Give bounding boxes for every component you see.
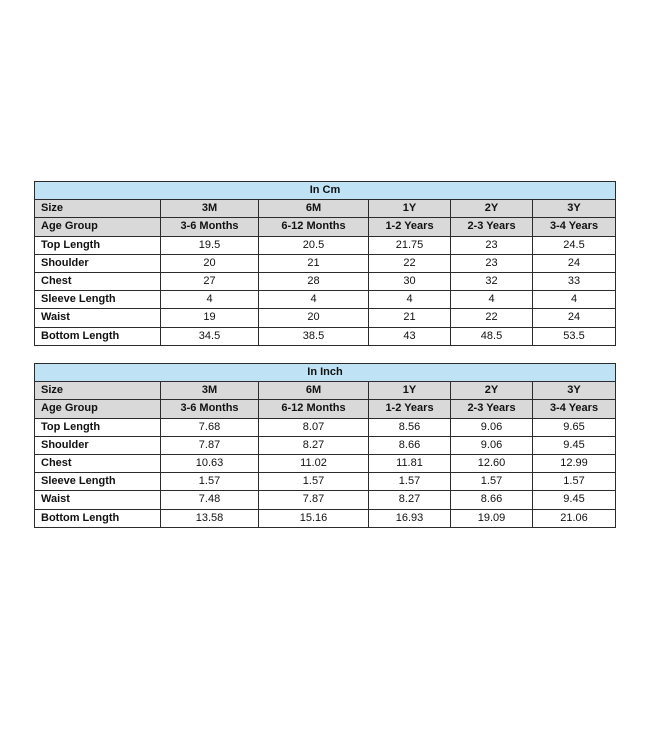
table-cell: 1Y [369,382,451,400]
table-cell: 1.57 [161,473,259,491]
table-cell: 22 [369,254,451,272]
table-cell: 20 [161,254,259,272]
table-cell: 8.27 [369,491,451,509]
table-cell: 19.09 [451,509,533,527]
table-cell: 21.06 [533,509,616,527]
table-cell: 4 [369,291,451,309]
table-cell: 3Y [533,200,616,218]
row-label: Chest [35,454,161,472]
row-label: Shoulder [35,436,161,454]
table-cell: 27 [161,272,259,290]
table-cell: 3Y [533,382,616,400]
size-chart-inch-table [34,363,616,528]
table-cell: 12.99 [533,454,616,472]
table-cell: 2Y [451,200,533,218]
table-cell: 34.5 [161,327,259,345]
table-title-cm: In Cm [35,182,616,200]
row-label: Waist [35,309,161,327]
table-cell: 3M [161,382,259,400]
table-cell: 28 [259,272,369,290]
table-cell: 3-6 Months [161,218,259,236]
table-cell: 8.56 [369,418,451,436]
table-cell: 21 [259,254,369,272]
table-cell: 10.63 [161,454,259,472]
table-row [35,418,616,436]
size-chart-cm-table [34,181,616,346]
table-cell: 1Y [369,200,451,218]
table-cell: 9.45 [533,436,616,454]
table-row [35,254,616,272]
row-label: Shoulder [35,254,161,272]
table-row [35,218,616,236]
table-cell: 1.57 [369,473,451,491]
table-row [35,291,616,309]
row-label: Top Length [35,236,161,254]
table-cell: 43 [369,327,451,345]
table-cell: 2Y [451,382,533,400]
row-label: Size [35,200,161,218]
table-cell: 7.48 [161,491,259,509]
table-cell: 6-12 Months [259,400,369,418]
table-cell: 32 [451,272,533,290]
table-cell: 53.5 [533,327,616,345]
table-cell: 19 [161,309,259,327]
table-cell: 1-2 Years [369,218,451,236]
table-cell: 13.58 [161,509,259,527]
table-cell: 6-12 Months [259,218,369,236]
table-cell: 20 [259,309,369,327]
table-cell: 2-3 Years [451,400,533,418]
table-cell: 1.57 [451,473,533,491]
table-row [35,236,616,254]
table-cell: 6M [259,382,369,400]
table-cell: 48.5 [451,327,533,345]
row-label: Age Group [35,218,161,236]
table-cell: 1.57 [533,473,616,491]
row-label: Bottom Length [35,509,161,527]
table-cell: 22 [451,309,533,327]
row-label: Size [35,382,161,400]
table-cell: 9.06 [451,436,533,454]
table-cell: 23 [451,236,533,254]
table-row [35,473,616,491]
table-cell: 15.16 [259,509,369,527]
table-row [35,491,616,509]
table-cell: 7.87 [161,436,259,454]
table-cell: 23 [451,254,533,272]
table-row [35,400,616,418]
table-cell: 16.93 [369,509,451,527]
table-cell: 9.65 [533,418,616,436]
table-row [35,509,616,527]
table-row [35,309,616,327]
table-cell: 8.66 [451,491,533,509]
table-title-inch: In Inch [35,364,616,382]
table-cell: 12.60 [451,454,533,472]
table-cell: 1.57 [259,473,369,491]
table-cell: 33 [533,272,616,290]
table-cell: 4 [161,291,259,309]
table-cell: 3-4 Years [533,218,616,236]
table-cell: 24 [533,254,616,272]
row-label: Top Length [35,418,161,436]
table-cell: 7.68 [161,418,259,436]
table-cell: 3-6 Months [161,400,259,418]
row-label: Age Group [35,400,161,418]
table-cell: 1-2 Years [369,400,451,418]
row-label: Sleeve Length [35,291,161,309]
table-cell: 4 [533,291,616,309]
row-label: Sleeve Length [35,473,161,491]
table-row [35,454,616,472]
table-body-cm [35,200,616,346]
table-cell: 30 [369,272,451,290]
table-cell: 4 [451,291,533,309]
table-cell: 11.02 [259,454,369,472]
table-cell: 38.5 [259,327,369,345]
table-row [35,327,616,345]
table-row [35,382,616,400]
table-cell: 21.75 [369,236,451,254]
table-cell: 9.06 [451,418,533,436]
table-cell: 3M [161,200,259,218]
table-row [35,272,616,290]
row-label: Bottom Length [35,327,161,345]
table-cell: 8.27 [259,436,369,454]
table-cell: 2-3 Years [451,218,533,236]
table-cell: 8.66 [369,436,451,454]
table-row [35,436,616,454]
table-cell: 4 [259,291,369,309]
table-cell: 24 [533,309,616,327]
table-cell: 19.5 [161,236,259,254]
table-row [35,200,616,218]
row-label: Waist [35,491,161,509]
table-cell: 6M [259,200,369,218]
table-cell: 8.07 [259,418,369,436]
table-cell: 20.5 [259,236,369,254]
table-cell: 3-4 Years [533,400,616,418]
table-cell: 7.87 [259,491,369,509]
table-cell: 11.81 [369,454,451,472]
row-label: Chest [35,272,161,290]
table-body-inch [35,382,616,528]
table-cell: 24.5 [533,236,616,254]
table-cell: 9.45 [533,491,616,509]
table-cell: 21 [369,309,451,327]
